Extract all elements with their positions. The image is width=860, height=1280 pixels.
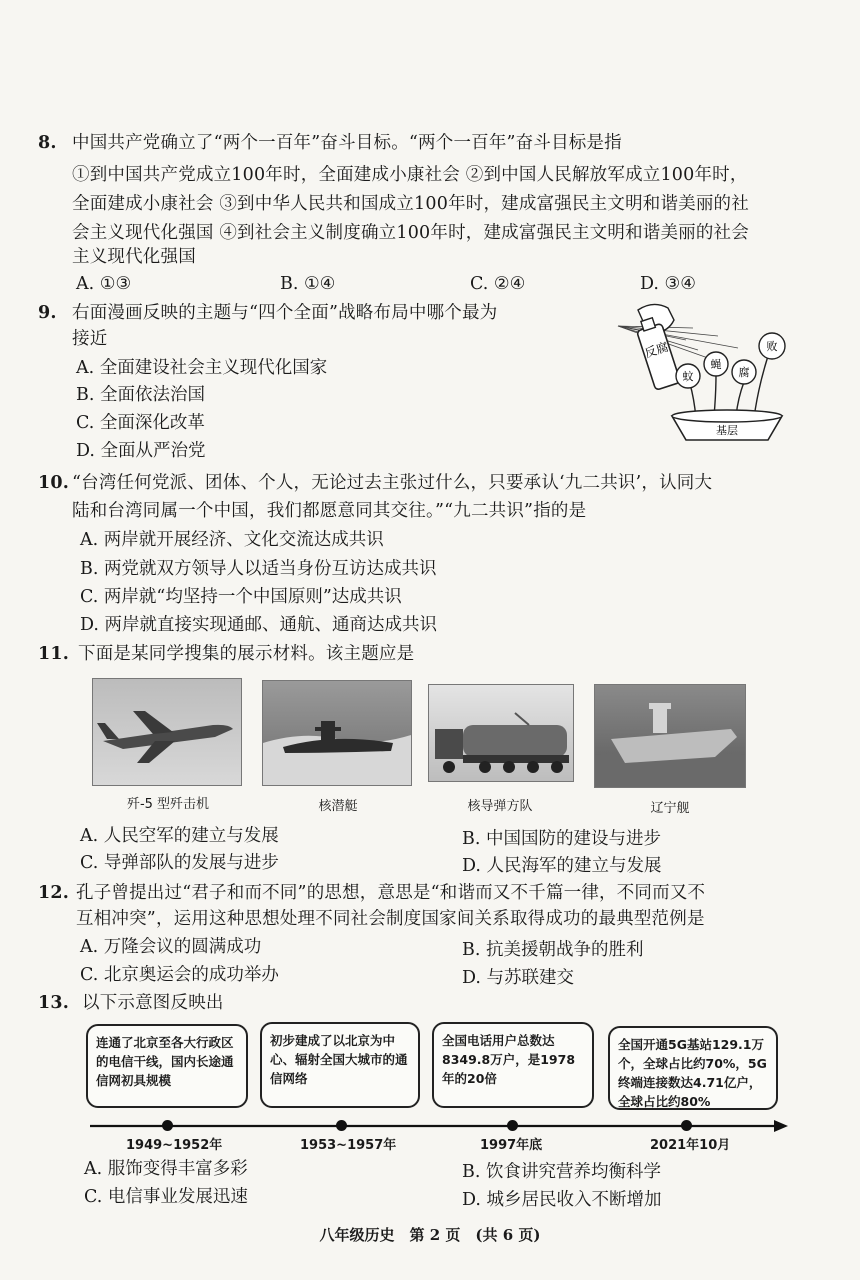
question-11-stem-line1: 下面是某同学搜集的展示材料。该主题应是 xyxy=(78,644,415,664)
question-12-stem-line2: 互相冲突”，运用这种思想处理不同社会制度国家间关系取得成功的最典型范例是 xyxy=(76,909,705,929)
question-9-number: 9. xyxy=(38,303,57,323)
nuclear-submarine-photo xyxy=(262,680,412,786)
flower-label-2: 蝇 xyxy=(710,358,722,371)
timeline-box-3: 全国电话用户总数达8349.8万户，是1978年的20倍 xyxy=(432,1022,594,1108)
question-13-option-d[interactable]: D. 城乡居民收入不断增加 xyxy=(462,1190,662,1210)
question-12-stem-line1: 孔子曾提出过“君子和而不同”的思想，意思是“和谐而又不千篇一律，不同而又不 xyxy=(76,883,706,903)
fighter-jet-photo xyxy=(92,678,242,786)
flower-label-4: 败 xyxy=(766,340,778,353)
nuclear-missile-formation-photo xyxy=(428,684,574,782)
caption-carrier: 辽宁舰 xyxy=(650,801,690,816)
question-10-stem-line1: “台湾任何党派、团体、个人，无论过去主张过什么，只要承认‘九二共识’，认同大 xyxy=(72,473,713,493)
question-11-option-b[interactable]: B. 中国国防的建设与进步 xyxy=(462,829,661,849)
caption-missile: 核导弹方队 xyxy=(467,799,533,814)
timeline-box-2: 初步建成了以北京为中心、辐射全国大城市的通信网络 xyxy=(260,1022,420,1108)
question-8-option-a[interactable]: A. ①③ xyxy=(76,274,132,294)
question-12-option-b[interactable]: B. 抗美援朝战争的胜利 xyxy=(462,940,644,960)
flower-label-1: 蚊 xyxy=(682,370,694,383)
question-10-number: 10. xyxy=(38,473,70,493)
question-8-option-b[interactable]: B. ①④ xyxy=(280,274,336,294)
question-12-option-c[interactable]: C. 北京奥运会的成功举办 xyxy=(80,965,279,985)
question-8-number: 8. xyxy=(38,133,57,153)
question-13-stem-line1: 以下示意图反映出 xyxy=(82,993,224,1013)
timeline-dot-3 xyxy=(507,1120,518,1131)
timeline-label-4: 2021年10月 xyxy=(650,1138,731,1153)
question-9-option-c[interactable]: C. 全面深化改革 xyxy=(76,413,205,433)
caption-submarine: 核潜艇 xyxy=(318,799,358,814)
timeline-label-3: 1997年底 xyxy=(480,1138,543,1153)
timeline-label-2: 1953~1957年 xyxy=(300,1138,397,1153)
page-footer: 八年级历史 第 2 页 (共 6 页) xyxy=(319,1226,541,1244)
caption-fighter-jet: 歼-5 型歼击机 xyxy=(126,797,210,812)
question-13-option-c[interactable]: C. 电信事业发展迅速 xyxy=(84,1187,248,1207)
question-10-option-a[interactable]: A. 两岸就开展经济、文化交流达成共识 xyxy=(80,530,384,550)
anti-corruption-cartoon xyxy=(598,298,798,444)
question-11-option-c[interactable]: C. 导弹部队的发展与进步 xyxy=(80,853,279,873)
question-8-option-d[interactable]: D. ③④ xyxy=(640,274,696,294)
question-10-option-d[interactable]: D. 两岸就直接实现通邮、通航、通商达成共识 xyxy=(80,615,438,635)
question-9-option-d[interactable]: D. 全面从严治党 xyxy=(76,441,206,461)
spray-label-1: 反腐 xyxy=(642,339,671,361)
question-12-number: 12. xyxy=(38,883,70,903)
question-12-option-d[interactable]: D. 与苏联建交 xyxy=(462,968,575,988)
question-10-stem-line2: 陆和台湾同属一个中国，我们都愿意同其交往。”“九二共识”指的是 xyxy=(72,501,587,521)
question-9-option-b[interactable]: B. 全面依法治国 xyxy=(76,385,205,405)
question-13-number: 13. xyxy=(38,993,70,1013)
question-8-stem-line4: 会主义现代化强国 ④到社会主义制度确立100年时，建成富强民主文明和谐美丽的社会 xyxy=(72,223,749,243)
question-13-option-b[interactable]: B. 饮食讲究营养均衡科学 xyxy=(462,1162,661,1182)
question-8-stem-line2: ①到中国共产党成立100年时，全面建成小康社会 ②到中国人民解放军成立100年时， xyxy=(72,165,748,185)
timeline-dot-2 xyxy=(336,1120,347,1131)
question-8-stem-line1: 中国共产党确立了“两个一百年”奋斗目标。“两个一百年”奋斗目标是指 xyxy=(72,133,622,153)
question-8-option-c[interactable]: C. ②④ xyxy=(470,274,526,294)
question-10-option-c[interactable]: C. 两岸就“均坚持一个中国原则”达成共识 xyxy=(80,587,402,607)
pot-label: 基层 xyxy=(716,424,738,437)
timeline-label-1: 1949~1952年 xyxy=(126,1138,223,1153)
timeline-box-1: 连通了北京至各大行政区的电信干线，国内长途通信网初具规模 xyxy=(86,1024,248,1108)
question-10-option-b[interactable]: B. 两党就双方领导人以适当身份互访达成共识 xyxy=(80,559,437,579)
flower-label-3: 腐 xyxy=(738,366,750,379)
question-11-option-a[interactable]: A. 人民空军的建立与发展 xyxy=(80,826,279,846)
question-12-option-a[interactable]: A. 万隆会议的圆满成功 xyxy=(80,937,262,957)
question-9-stem-line2: 接近 xyxy=(72,329,108,349)
question-8-stem-line3: 全面建成小康社会 ③到中华人民共和国成立100年时，建成富强民主文明和谐美丽的社 xyxy=(72,194,749,214)
liaoning-carrier-photo xyxy=(594,684,746,788)
timeline-dot-1 xyxy=(162,1120,173,1131)
question-8-stem-line5: 主义现代化强国 xyxy=(72,247,196,267)
question-9-option-a[interactable]: A. 全面建设社会主义现代化国家 xyxy=(76,358,328,378)
question-11-option-d[interactable]: D. 人民海军的建立与发展 xyxy=(462,856,662,876)
question-9-stem-line1: 右面漫画反映的主题与“四个全面”战略布局中哪个最为 xyxy=(72,303,498,323)
question-13-option-a[interactable]: A. 服饰变得丰富多彩 xyxy=(84,1159,248,1179)
timeline-box-4: 全国开通5G基站129.1万个，全球占比约70%，5G终端连接数达4.71亿户，全球占比约80% xyxy=(608,1026,778,1110)
question-11-number: 11. xyxy=(38,644,70,664)
timeline-dot-4 xyxy=(681,1120,692,1131)
